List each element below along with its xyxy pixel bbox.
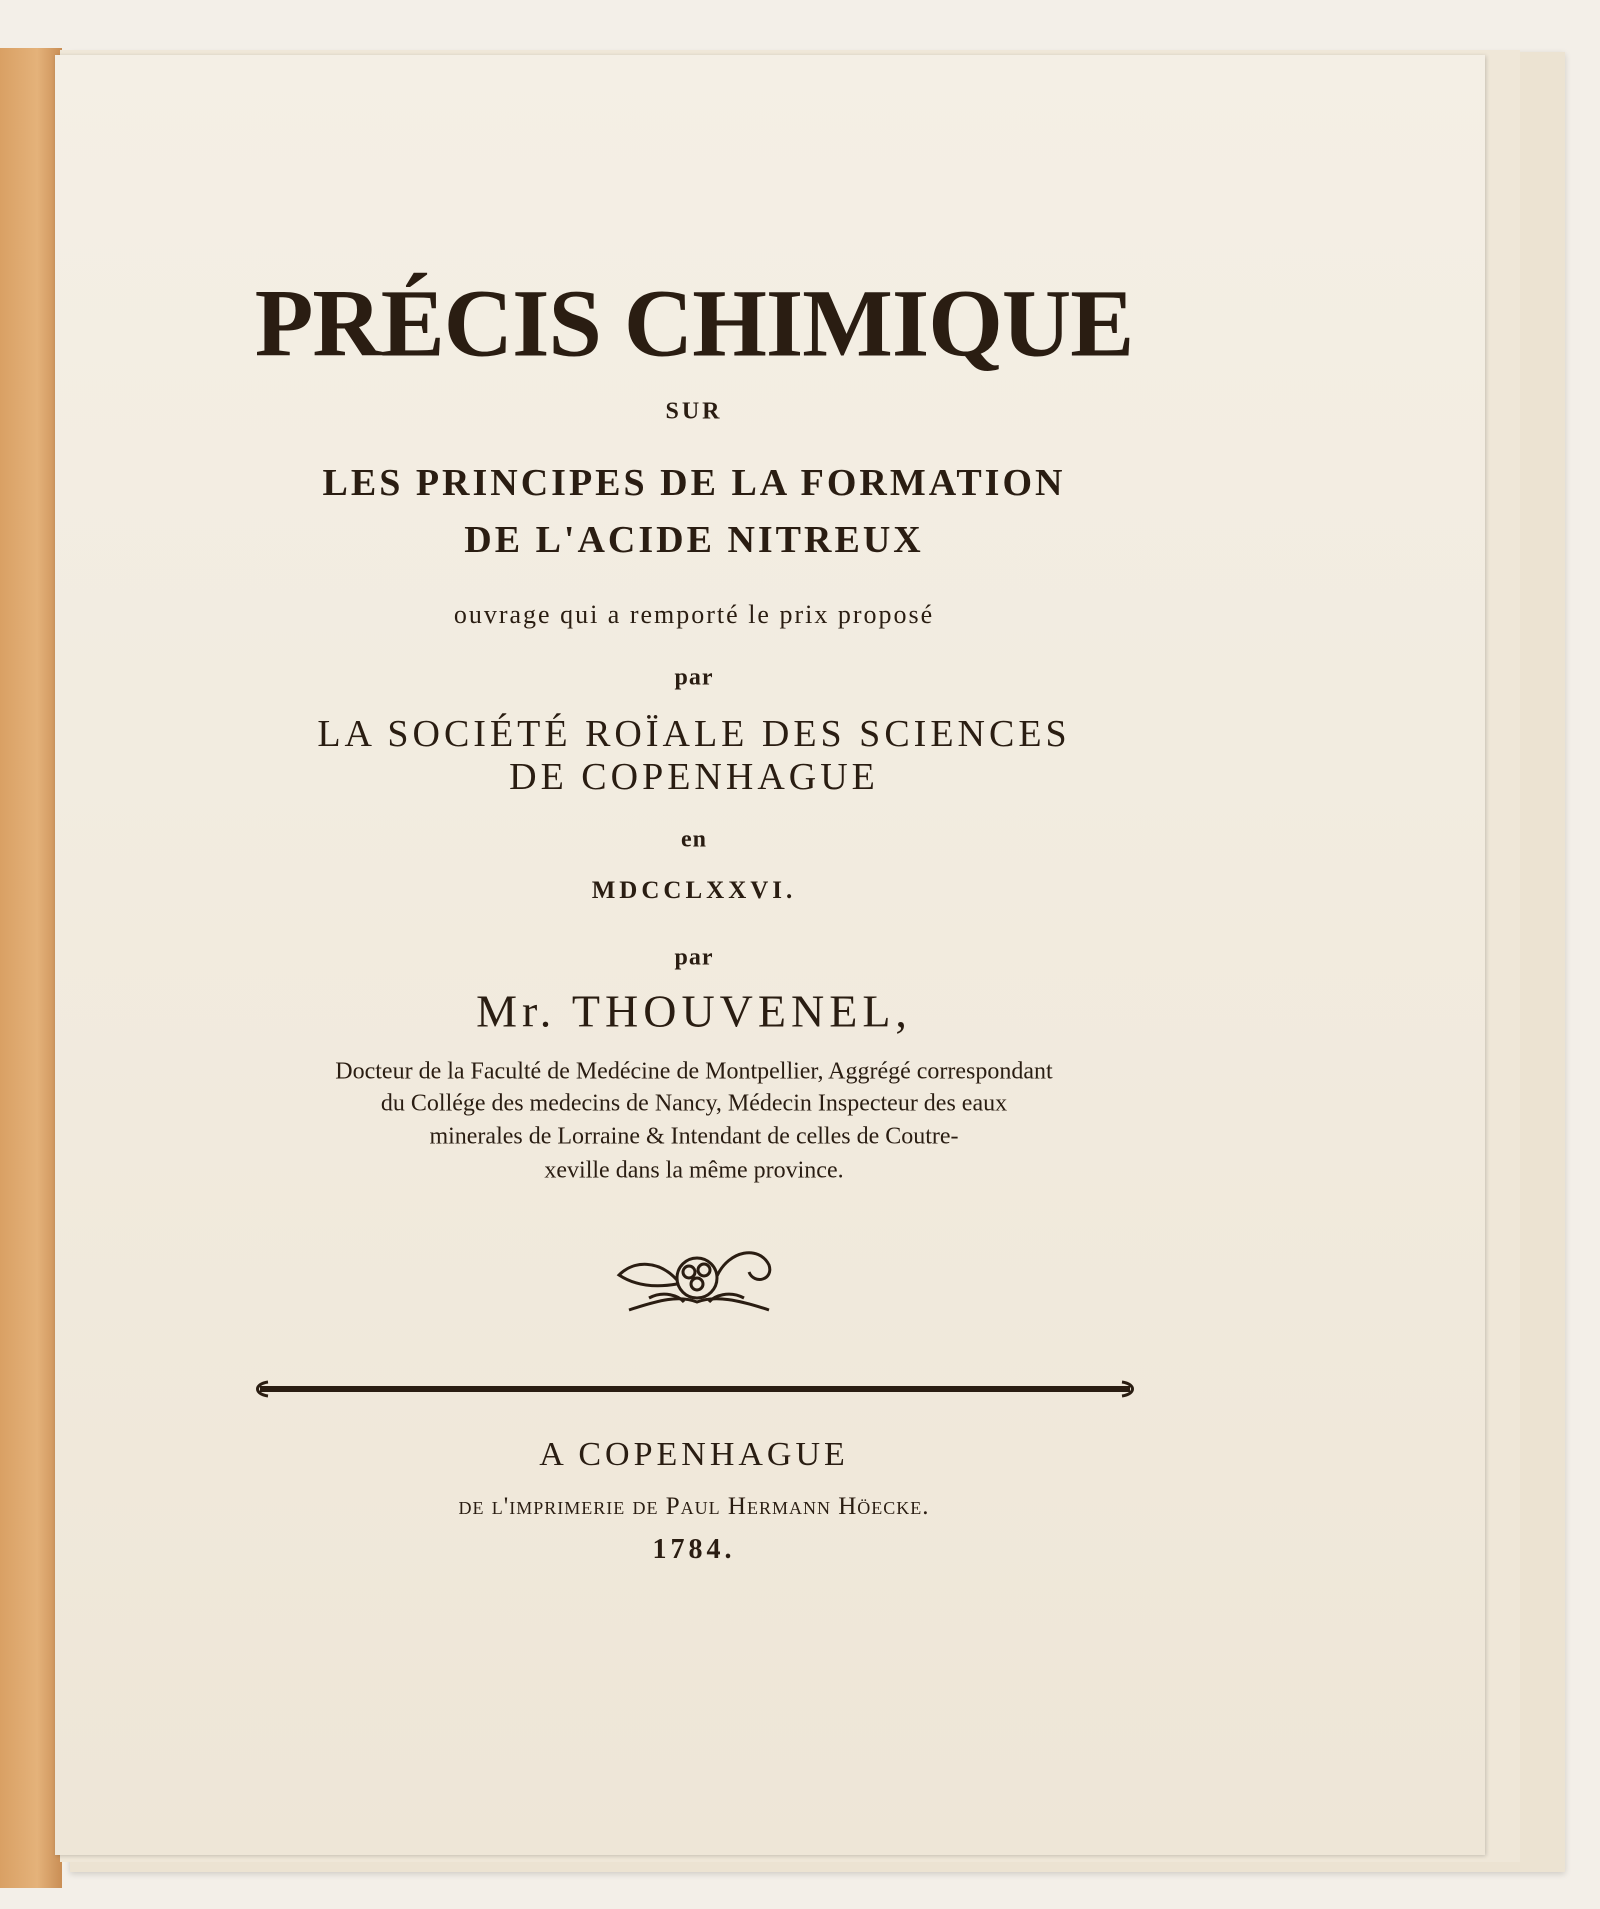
- year-roman: MDCCLXXVI.: [591, 877, 797, 904]
- imprint-year: 1784.: [652, 1534, 736, 1565]
- subtitle-line-1: LES PRINCIPES DE LA FORMATION: [322, 462, 1066, 504]
- society-line-2: DE COPENHAGUE: [509, 756, 879, 798]
- subtitle-line-2: DE L'ACIDE NITREUX: [464, 519, 924, 561]
- credentials-line-3: minerales de Lorraine & Intendant de celles de Coutre-: [429, 1123, 959, 1150]
- floral-ornament: [609, 1240, 785, 1322]
- author-name: Mr. THOUVENEL,: [476, 985, 912, 1037]
- decorative-rule: [250, 1378, 1140, 1400]
- par-line-2: par: [674, 944, 714, 971]
- book-title: PRÉCIS CHIMIQUE: [254, 269, 1134, 377]
- sur-line: SUR: [665, 398, 723, 425]
- imprint-printer: de l'imprimerie de Paul Hermann Höecke.: [458, 1493, 930, 1520]
- par-line-1: par: [674, 664, 714, 691]
- prize-line: ouvrage qui a remporté le prix proposé: [453, 600, 935, 629]
- credentials-line-4: xeville dans la même province.: [544, 1157, 844, 1184]
- book-cover-board: [0, 48, 62, 1888]
- en-line: en: [681, 826, 707, 853]
- credentials-line-1: Docteur de la Faculté de Medécine de Montpellier, Aggrégé correspondant: [335, 1058, 1053, 1085]
- society-line-1: LA SOCIÉTÉ ROÏALE DES SCIENCES: [317, 713, 1071, 755]
- imprint-place: A COPENHAGUE: [539, 1436, 849, 1473]
- credentials-line-2: du Collége des medecins de Nancy, Médecin Inspecteur des eaux: [380, 1090, 1008, 1117]
